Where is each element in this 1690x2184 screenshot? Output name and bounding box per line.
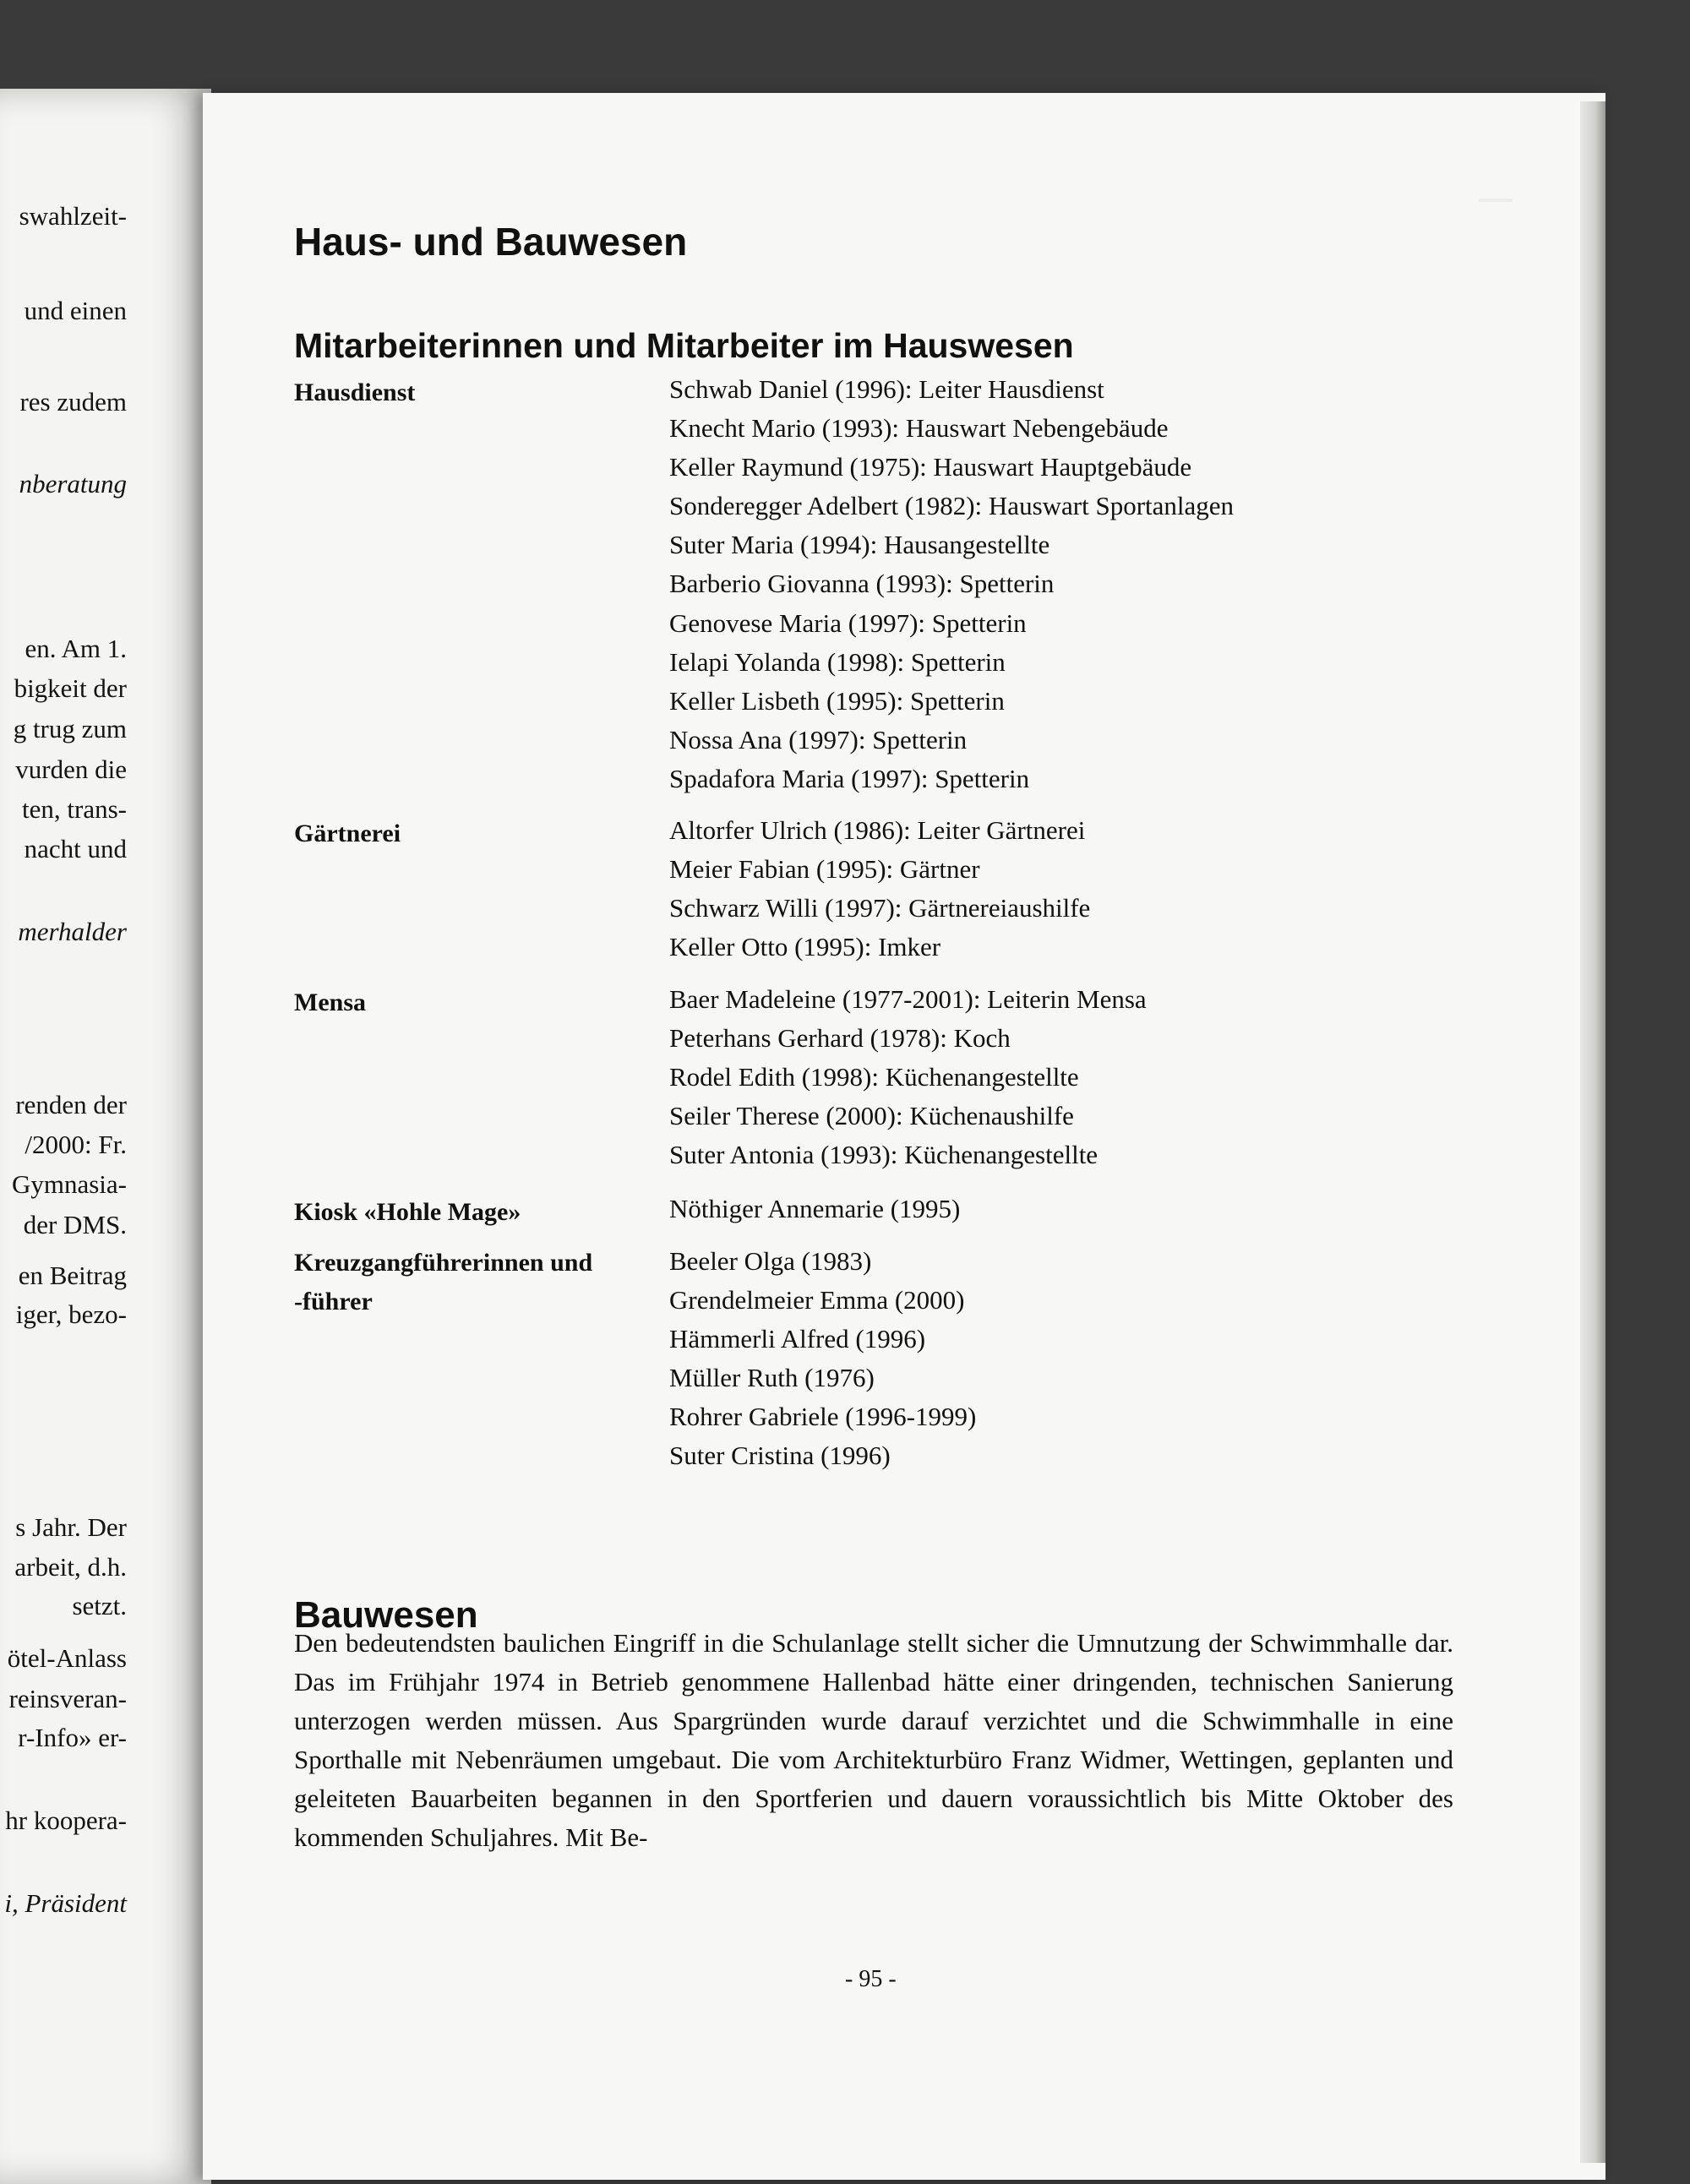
left-page-line: en Beitrag [18,1261,127,1290]
left-page-line: reinsveran- [8,1684,127,1713]
left-page-line: nacht und [24,834,127,863]
left-page-line: nberatung [19,469,127,498]
left-page-line: vurden die [15,754,127,784]
category-kiosk: Kiosk «Hohle Mage» [294,1198,521,1226]
page-title: Haus- und Bauwesen [294,219,688,264]
staff-entry: Meier Fabian (1995): Gärtner [669,854,980,885]
left-page-line: setzt. [72,1591,127,1620]
left-page-line: g trug zum [13,714,127,743]
left-page-line: /2000: Fr. [25,1130,127,1159]
staff-entry: Müller Ruth (1976) [669,1363,875,1393]
staff-entry: Altorfer Ulrich (1986): Leiter Gärtnerei [669,815,1086,845]
staff-entry: Suter Antonia (1993): Küchenangestellte [669,1140,1098,1170]
left-page-line: res zudem [19,387,127,417]
staff-list-gaertnerei [669,811,1514,967]
staff-entry: Peterhans Gerhard (1978): Koch [669,1023,1011,1054]
staff-entry: Knecht Mario (1993): Hauswart Nebengebäude [669,413,1169,444]
left-page-line: ten, trans- [22,794,127,824]
category-kreuzgangfuehrer: Kreuzgangführerinnen und -führer [294,1249,593,1315]
left-page-line: iger, bezo- [15,1299,127,1329]
page-number: - 95 - [845,1966,897,1992]
staff-entry: Suter Cristina (1996) [669,1441,891,1471]
staff-entry: Keller Otto (1995): Imker [669,932,941,962]
page-edge [1580,101,1606,2163]
staff-entry: Beeler Olga (1983) [669,1246,872,1276]
staff-entry: Hämmerli Alfred (1996) [669,1324,926,1354]
left-page-line: s Jahr. Der [15,1512,127,1542]
staff-entry: Nossa Ana (1997): Spetterin [669,724,968,754]
section-title-bauwesen: Bauwesen [294,1593,478,1636]
staff-entry: Sonderegger Adelbert (1982): Hauswart Sportanlagen [669,491,1235,521]
staff-list-kreuzgangfuehrer [669,1242,1514,1476]
left-page-line: arbeit, d.h. [14,1552,127,1582]
staff-entry: Baer Madeleine (1977-2001): Leiterin Mensa [669,984,1147,1014]
left-page-line: en. Am 1. [25,634,127,663]
staff-entry: Rodel Edith (1998): Küchenangestellte [669,1062,1079,1092]
staff-entry: Schwarz Willi (1997): Gärtnereiaushilfe [669,893,1091,923]
staff-list-mensa [669,980,1514,1174]
left-page-line: Gymnasia- [11,1169,127,1199]
left-page-line: hr koopera- [5,1805,127,1835]
staff-entry: Rohrer Gabriele (1996-1999) [669,1402,977,1432]
left-page-line: renden der [15,1090,127,1119]
left-page-line: r-Info» er- [18,1723,127,1752]
staff-list-kiosk [669,1190,1514,1228]
staff-entry: Suter Maria (1994): Hausangestellte [669,530,1050,560]
left-page-line: merhalder [18,917,127,946]
staff-entry: Grendelmeier Emma (2000) [669,1285,965,1315]
category-gaertnerei: Gärtnerei [294,820,401,847]
staff-entry: Keller Lisbeth (1995): Spetterin [669,685,1005,716]
left-page-line: ötel-Anlass [7,1643,127,1673]
left-page-line: i, Präsident [4,1888,127,1918]
staff-entry: Schwab Daniel (1996): Leiter Hausdienst [669,374,1104,404]
staff-entry: Spadafora Maria (1997): Spetterin [669,763,1030,793]
category-mensa: Mensa [294,989,366,1016]
staff-entry: Barberio Giovanna (1993): Spetterin [669,569,1055,599]
staff-entry: Keller Raymund (1975): Hauswart Hauptgebäude [669,452,1192,482]
bauwesen-paragraph: Den bedeutendsten baulichen Eingriff in die Schulanlage stellt sicher die Umnutzung der Schwimmhalle dar. Das im Frühjahr 1974 in Betrieb genommene Hallenbad hätte einer dringenden, technischen Sanierung unterzogen werden müssen. Aus Spargründen wurde darauf verzichtet und die Schwimmhalle in eine Sporthalle mit Nebenräumen umgebaut. Die vom Architekturbüro Franz Widmer, Wettingen, geplanten und geleiteten Bauarbeiten begannen in den Sportferien und dauern voraussichtlich bis Mitte Oktober des kommenden Schuljahres. Mit Be- [294,1628,1453,1852]
left-page-line: der DMS. [23,1210,127,1239]
staff-entry: Genovese Maria (1997): Spetterin [669,607,1027,638]
staff-entry: Ielapi Yolanda (1998): Spetterin [669,646,1006,677]
staff-entry: Nöthiger Annemarie (1995) [669,1194,961,1223]
staff-entry: Seiler Therese (2000): Küchenaushilfe [669,1101,1074,1131]
left-page-line: und einen [24,296,127,325]
category-hausdienst: Hausdienst [294,379,416,406]
left-page-line: swahlzeit- [19,201,127,231]
left-page-line: bigkeit der [14,673,127,703]
staff-list-hausdienst [669,370,1514,798]
section-title-hauswesen: Mitarbeiterinnen und Mitarbeiter im Hauswesen [294,326,1074,366]
